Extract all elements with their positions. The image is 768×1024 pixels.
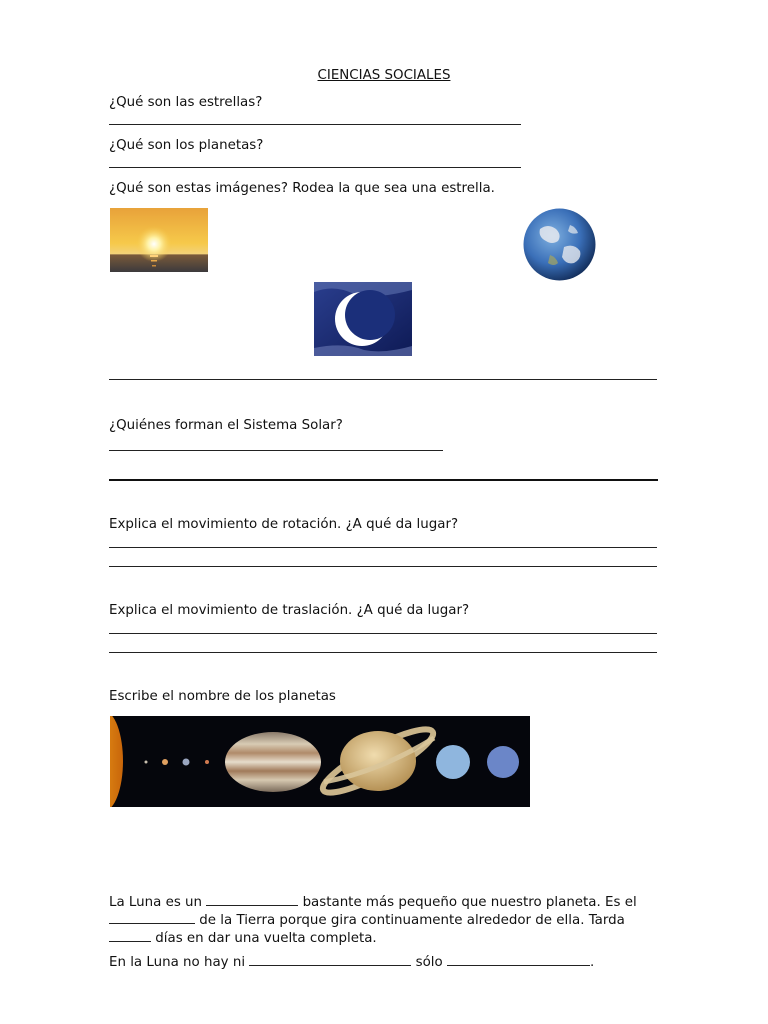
moon-text-2: bastante más pequeño que nuestro planeta. Es el: [302, 895, 637, 910]
last-text-2: sólo: [415, 955, 443, 970]
answer-line[interactable]: [109, 479, 658, 481]
moon-text-4: días en dar una vuelta completa.: [155, 931, 377, 946]
fill-blank[interactable]: [249, 954, 411, 966]
moon-paragraph: [109, 894, 669, 948]
moon-text-3: de la Tierra porque gira continuamente alrededor de ella. Tarda: [199, 913, 625, 928]
fill-blank[interactable]: [447, 954, 590, 966]
answer-line[interactable]: [109, 167, 521, 168]
sunset-photo: [110, 208, 208, 272]
last-text-1: En la Luna no hay ni: [109, 955, 246, 970]
solar-system-photo: [110, 716, 530, 807]
fill-blank[interactable]: [109, 930, 151, 942]
question-translation: Explica el movimiento de traslación. ¿A qué da lugar?: [109, 603, 470, 618]
earth-image[interactable]: [520, 207, 599, 282]
answer-line[interactable]: [109, 450, 443, 451]
moon-text-1: La Luna es un: [109, 895, 203, 910]
question-solar-system: ¿Quiénes forman el Sistema Solar?: [109, 418, 343, 433]
answer-line[interactable]: [109, 547, 657, 548]
fill-blank[interactable]: [206, 894, 298, 906]
page-title: CIENCIAS SOCIALES: [317, 68, 451, 83]
answer-line[interactable]: [109, 633, 657, 634]
answer-line[interactable]: [109, 652, 657, 653]
crescent-moon-photo: [314, 282, 412, 356]
answer-line[interactable]: [109, 379, 657, 380]
sunset-image[interactable]: [110, 208, 208, 272]
question-planet-names: Escribe el nombre de los planetas: [109, 689, 336, 704]
last-line: [109, 954, 669, 972]
question-planets: ¿Qué son los planetas?: [109, 138, 264, 153]
answer-line[interactable]: [109, 566, 657, 567]
fill-blank[interactable]: [109, 912, 195, 924]
question-stars: ¿Qué son las estrellas?: [109, 95, 263, 110]
answer-line[interactable]: [109, 124, 521, 125]
solar-system-image[interactable]: [110, 716, 530, 807]
question-rotation: Explica el movimiento de rotación. ¿A qué da lugar?: [109, 517, 459, 532]
question-images: ¿Qué son estas imágenes? Rodea la que sea una estrella.: [109, 181, 495, 196]
earth-photo: [520, 207, 599, 282]
moon-image[interactable]: [314, 282, 412, 356]
last-text-3: .: [589, 955, 595, 970]
